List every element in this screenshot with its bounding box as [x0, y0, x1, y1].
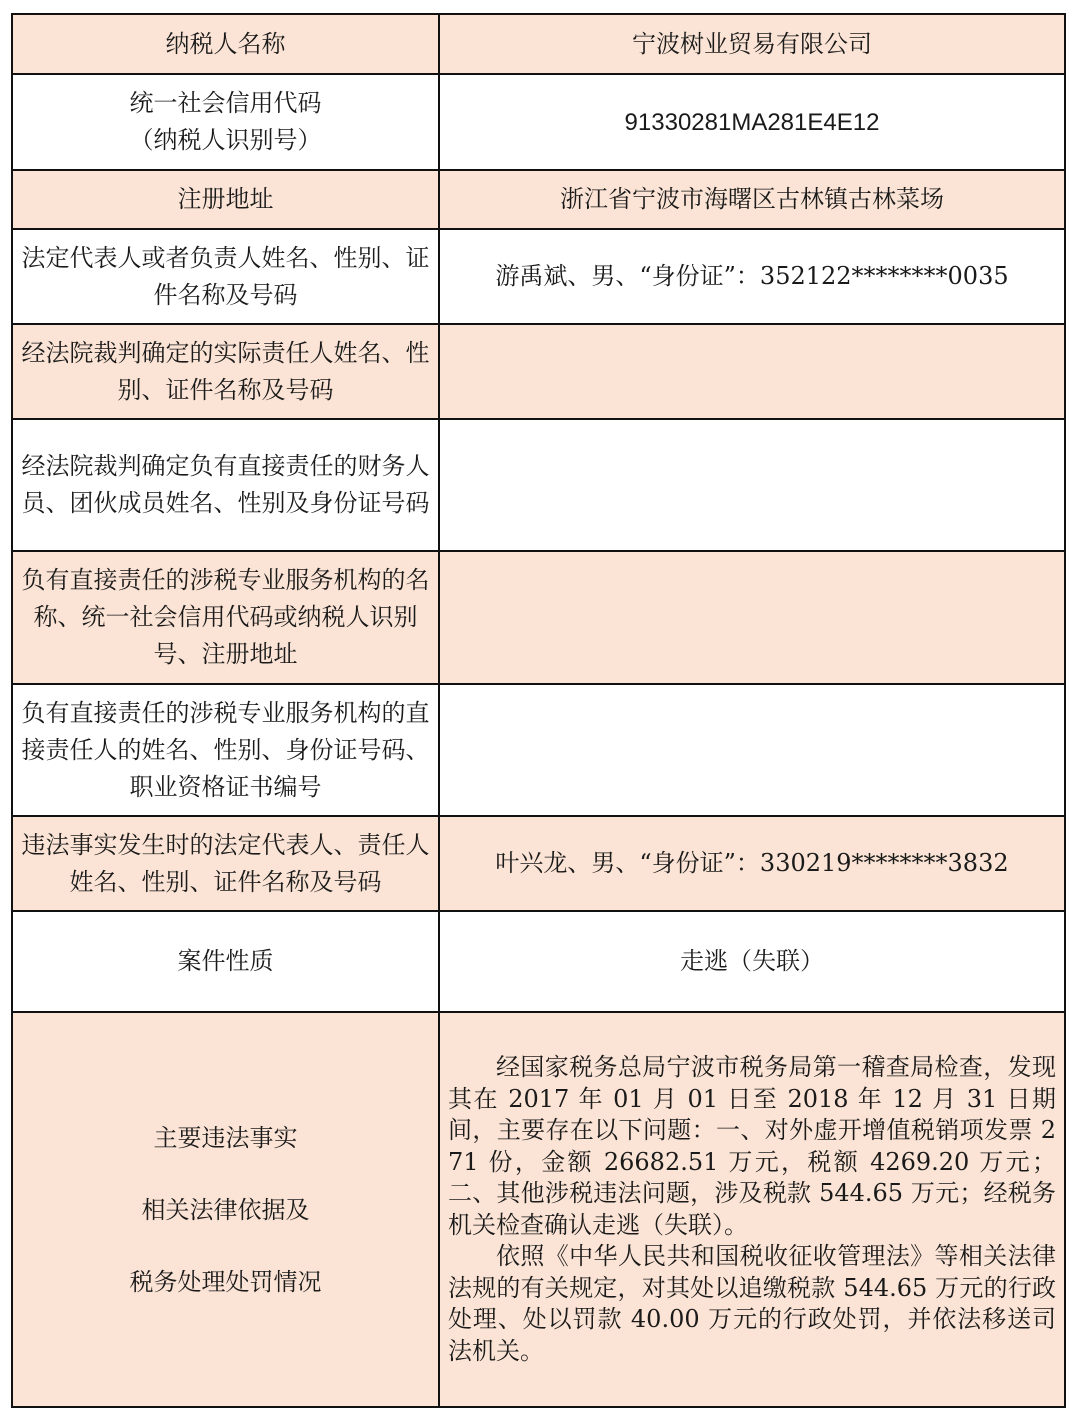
value-cell [439, 684, 1065, 816]
table-row [12, 170, 1065, 229]
value-cell: 宁波树业贸易有限公司 [439, 14, 1065, 74]
id-number: 330219********3832 [759, 849, 1009, 877]
table-row [12, 684, 1065, 816]
value-cell [439, 551, 1065, 684]
id-number: 352122********0035 [759, 262, 1009, 290]
table-row [12, 229, 1065, 324]
value-cell [439, 419, 1065, 551]
label-cell [12, 1012, 439, 1407]
label-line: 相关法律依据及 [141, 1195, 310, 1224]
label-cell: 法定代表人或者负责人姓名、性别、证件名称及号码 [12, 229, 439, 324]
label-cell: 纳税人名称 [12, 14, 439, 74]
label-cell: 违法事实发生时的法定代表人、责任人姓名、性别、证件名称及号码 [12, 816, 439, 911]
violation-detail-cell [439, 1012, 1065, 1407]
value-cell: 浙江省宁波市海曙区古林镇古林菜场 [439, 170, 1065, 229]
label-cell: 案件性质 [12, 911, 439, 1012]
table-row [12, 324, 1065, 419]
detail-paragraph: 经国家税务总局宁波市税务局第一稽查局检查，发现其在 2017 年 01 月 01 日至 2018 年 12 月 31 日期间，主要存在以下问题：一、对外虚开增值税销项发票 271 份，金额 26682.51 万元，税额 4269.20 万元；二、其他涉税违法问题，涉及税款 544.65 万元；经税务机关检查确认走逃（失联）。 [448, 1053, 1056, 1239]
table-row [12, 419, 1065, 551]
value-text: 游禹斌、男、“身份证”： [495, 262, 760, 290]
value-cell [439, 229, 1065, 324]
value-cell: 走逃（失联） [439, 911, 1065, 1012]
label-line: 税务处理处罚情况 [129, 1267, 322, 1296]
label-line: （纳税人识别号） [129, 126, 322, 154]
table-row [12, 551, 1065, 684]
tax-violation-table [11, 13, 1066, 1408]
value-cell [439, 324, 1065, 419]
label-cell: 经法院裁判确定的实际责任人姓名、性别、证件名称及号码 [12, 324, 439, 419]
value-text: 叶兴龙、男、“身份证”： [495, 849, 760, 877]
table-row [12, 816, 1065, 911]
label-line: 主要违法事实 [153, 1123, 298, 1152]
table-row [12, 911, 1065, 1012]
table-row [12, 14, 1065, 74]
label-line: 统一社会信用代码 [129, 89, 322, 117]
detail-paragraph: 依照《中华人民共和国税收征收管理法》等相关法律法规的有关规定，对其处以追缴税款 544.65 万元的行政处理、处以罚款 40.00 万元的行政处罚，并依法移送司法机关。 [448, 1242, 1056, 1365]
table-row [12, 74, 1065, 170]
label-cell [12, 74, 439, 170]
label-cell: 负有直接责任的涉税专业服务机构的直接责任人的姓名、性别、身份证号码、职业资格证书编号 [12, 684, 439, 816]
label-cell: 经法院裁判确定负有直接责任的财务人员、团伙成员姓名、性别及身份证号码 [12, 419, 439, 551]
value-cell [439, 816, 1065, 911]
label-cell: 负有直接责任的涉税专业服务机构的名称、统一社会信用代码或纳税人识别号、注册地址 [12, 551, 439, 684]
value-cell: 91330281MA281E4E12 [439, 74, 1065, 170]
table-row [12, 1012, 1065, 1407]
label-cell: 注册地址 [12, 170, 439, 229]
